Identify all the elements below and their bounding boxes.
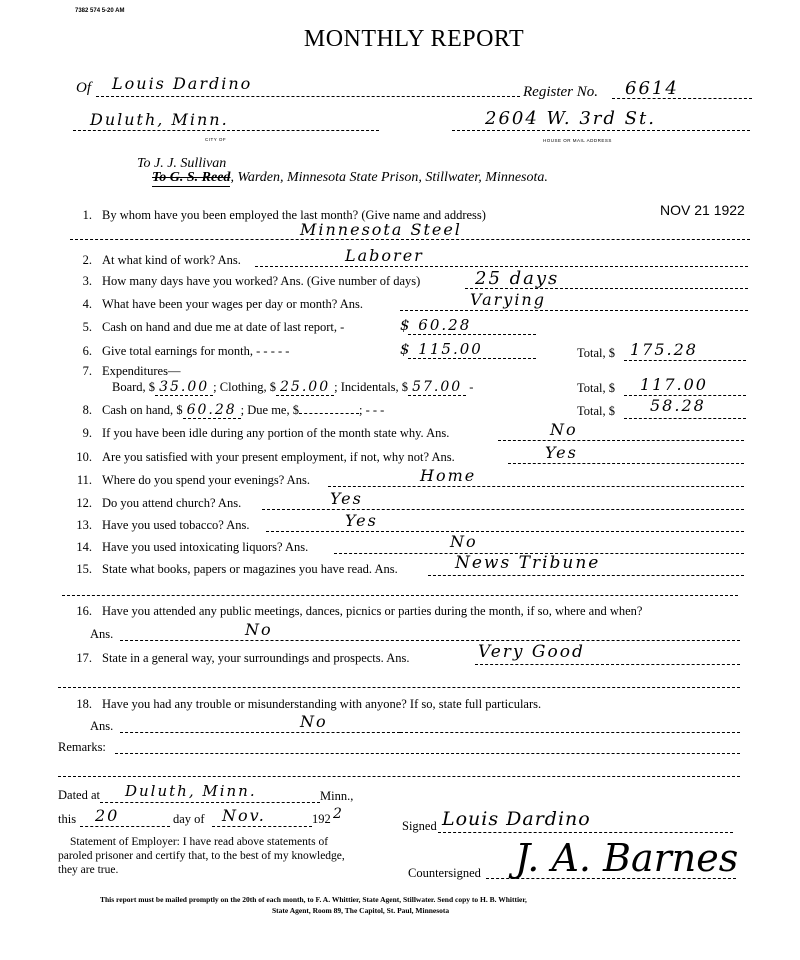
year-field[interactable]: 2 (333, 806, 344, 822)
cash-on-hand-field[interactable]: 60.28 (183, 402, 241, 419)
board-field[interactable]: 35.00 (155, 379, 213, 396)
form-code: 7382 574 5-20 AM (75, 8, 125, 14)
question-11: 11. Where do you spend your evenings? Ans. (76, 473, 310, 487)
question-9: 9. If you have been idle during any portion of the month state why. Ans. (82, 426, 450, 440)
this-label: this (58, 812, 77, 826)
register-number-field[interactable]: 6614 (625, 78, 679, 99)
answer-line-16 (120, 640, 740, 641)
city-caption: CITY OF (205, 137, 227, 142)
month-field[interactable]: Nov. (222, 806, 266, 825)
address-caption: HOUSE OR MAIL ADDRESS (543, 138, 612, 143)
remarks-line-2[interactable] (58, 776, 740, 777)
answer-3[interactable]: 25 days (475, 268, 560, 289)
total-label-6: Total, $ (577, 346, 616, 360)
question-8: 8. Cash on hand, $ 60.28 ; Due me, $ ; - - - (82, 402, 385, 418)
total-line-8 (624, 418, 746, 419)
answer-4[interactable]: Varying (470, 290, 546, 309)
city-line (73, 130, 379, 131)
day-field[interactable]: 20 (95, 806, 120, 825)
day-of-label: day of (173, 812, 205, 826)
answer-line-4 (400, 310, 748, 311)
board-label: Board, $ (112, 380, 156, 394)
total-8-field[interactable]: 58.28 (650, 396, 706, 415)
question-13: 13. Have you used tobacco? Ans. (76, 518, 250, 532)
countersignature-field[interactable]: J. A. Barnes (515, 836, 739, 880)
question-18: 18. Have you had any trouble or misunderstanding with anyone? If so, state full particulars. (76, 697, 542, 711)
remarks-line-1[interactable] (115, 753, 740, 754)
question-15: 15. State what books, papers or magazines you have read. Ans. (76, 562, 398, 576)
answer-line-17a (475, 664, 740, 665)
answer-line-12 (262, 509, 744, 510)
clothing-field[interactable]: 25.00 (276, 379, 334, 396)
expenditures-row: Board, $ 35.00 ; Clothing, $ 25.00 ; Incidentals, $ 57.00 - (112, 379, 474, 395)
question-16: 16. Have you attended any public meetings, dances, picnics or parties during the month, if so, where and when? (76, 604, 643, 618)
answer-11[interactable]: Home (420, 466, 477, 485)
answer-line-9 (498, 440, 744, 441)
signed-label: Signed (402, 819, 437, 833)
answer-line-18a (400, 732, 740, 733)
answer-line-5 (408, 334, 536, 335)
answer-5[interactable]: $ 60.28 (400, 316, 472, 334)
signature-field[interactable]: Louis Dardino (442, 808, 591, 830)
footer-line-2: State Agent, Room 89, The Capitol, St. Paul, Minnesota (272, 906, 450, 915)
day-line (80, 826, 170, 827)
footer-line-1: This report must be mailed promptly on the 20th of each month, to F. A. Whittier, State Agent, Stillwater. Send copy to H. B. Whittier, (100, 895, 527, 904)
clothing-label: ; Clothing, $ (213, 380, 277, 394)
place-line (100, 802, 320, 803)
incidentals-field[interactable]: 57.00 (408, 379, 466, 396)
address-line (452, 130, 750, 131)
answer-line-18b (120, 732, 400, 733)
question-17: 17. State in a general way, your surroundings and prospects. Ans. (76, 651, 410, 665)
answer-13[interactable]: Yes (345, 511, 378, 530)
incidentals-label: ; Incidentals, $ (334, 380, 409, 394)
addressee-rest: , Warden, Minnesota State Prison, Stillwater, Minnesota. (230, 170, 548, 185)
state-suffix: Minn., (320, 789, 354, 803)
answer-line-1 (70, 239, 750, 240)
city-field[interactable]: Duluth, Minn. (90, 110, 229, 129)
of-line (96, 96, 520, 97)
answer-1[interactable]: Minnesota Steel (300, 220, 462, 239)
question-5: 5. Cash on hand and due me at date of last report, - (82, 320, 345, 334)
answer-label-16: Ans. (90, 627, 114, 641)
answer-line-11 (328, 486, 744, 487)
answer-line-10 (508, 463, 744, 464)
answer-18[interactable]: No (300, 712, 328, 731)
total-7-field[interactable]: 117.00 (640, 375, 708, 394)
total-line-6 (624, 360, 746, 361)
answer-9[interactable]: No (550, 420, 578, 439)
question-1: 1. By whom have you been employed the last month? (Give name and address) (82, 208, 486, 222)
remarks-label: Remarks: (58, 740, 106, 754)
register-label: Register No. (523, 84, 598, 100)
answer-10[interactable]: Yes (545, 443, 578, 462)
month-line (212, 826, 312, 827)
question-2: 2. At what kind of work? Ans. (82, 253, 241, 267)
of-label: Of (76, 80, 91, 96)
address-field[interactable]: 2604 W. 3rd St. (485, 108, 656, 129)
answer-line-13 (266, 531, 744, 532)
answer-line-17b (58, 687, 740, 688)
answer-17[interactable]: Very Good (478, 642, 585, 662)
total-label-7: Total, $ (577, 381, 616, 395)
question-4: 4. What have been your wages per day or month? Ans. (82, 297, 364, 311)
struck-addressee: To G. S. Reed (152, 170, 231, 185)
answer-label-18: Ans. (90, 719, 114, 733)
total-6-field[interactable]: 175.28 (630, 340, 698, 359)
received-stamp: NOV 21 1922 (660, 202, 745, 218)
question-3: 3. How many days have you worked? Ans. (Give number of days) (82, 274, 421, 288)
answer-line-6 (408, 358, 536, 359)
question-12: 12. Do you attend church? Ans. (76, 496, 242, 510)
answer-2[interactable]: Laborer (345, 246, 424, 265)
answer-14[interactable]: No (450, 532, 478, 551)
answer-16[interactable]: No (245, 620, 273, 639)
answer-line-2 (255, 266, 748, 267)
signed-line (438, 832, 733, 833)
question-14: 14. Have you used intoxicating liquors? Ans. (76, 540, 309, 554)
countersigned-label: Countersigned (408, 866, 481, 880)
question-10: 10. Are you satisfied with your present employment, if not, why not? Ans. (76, 450, 455, 464)
answer-line-15b (62, 595, 738, 596)
dated-label: Dated at (58, 788, 100, 802)
name-field[interactable]: Louis Dardino (112, 74, 253, 93)
question-6: 6. Give total earnings for month, - - - - - (82, 344, 290, 358)
due-me-field[interactable] (299, 413, 359, 414)
addressee-line2 (152, 170, 548, 186)
answer-15[interactable]: News Tribune (455, 553, 601, 573)
addressee-line1: To J. J. Sullivan (137, 156, 227, 171)
total-label-8: Total, $ (577, 404, 616, 418)
answer-6[interactable]: $ 115.00 (400, 340, 483, 358)
due-me-label: ; Due me, $ (240, 403, 299, 417)
answer-line-15a (428, 575, 744, 576)
place-field[interactable]: Duluth, Minn. (125, 782, 257, 800)
employer-statement: Statement of Employer: I have read above statements of paroled prisoner and certify that, to the best of my knowledge, they are true. (58, 836, 345, 876)
answer-12[interactable]: Yes (330, 489, 363, 508)
year-prefix: 192 (312, 812, 331, 826)
question-7: 7. Expenditures— (82, 364, 181, 378)
page-title: MONTHLY REPORT (303, 26, 525, 52)
